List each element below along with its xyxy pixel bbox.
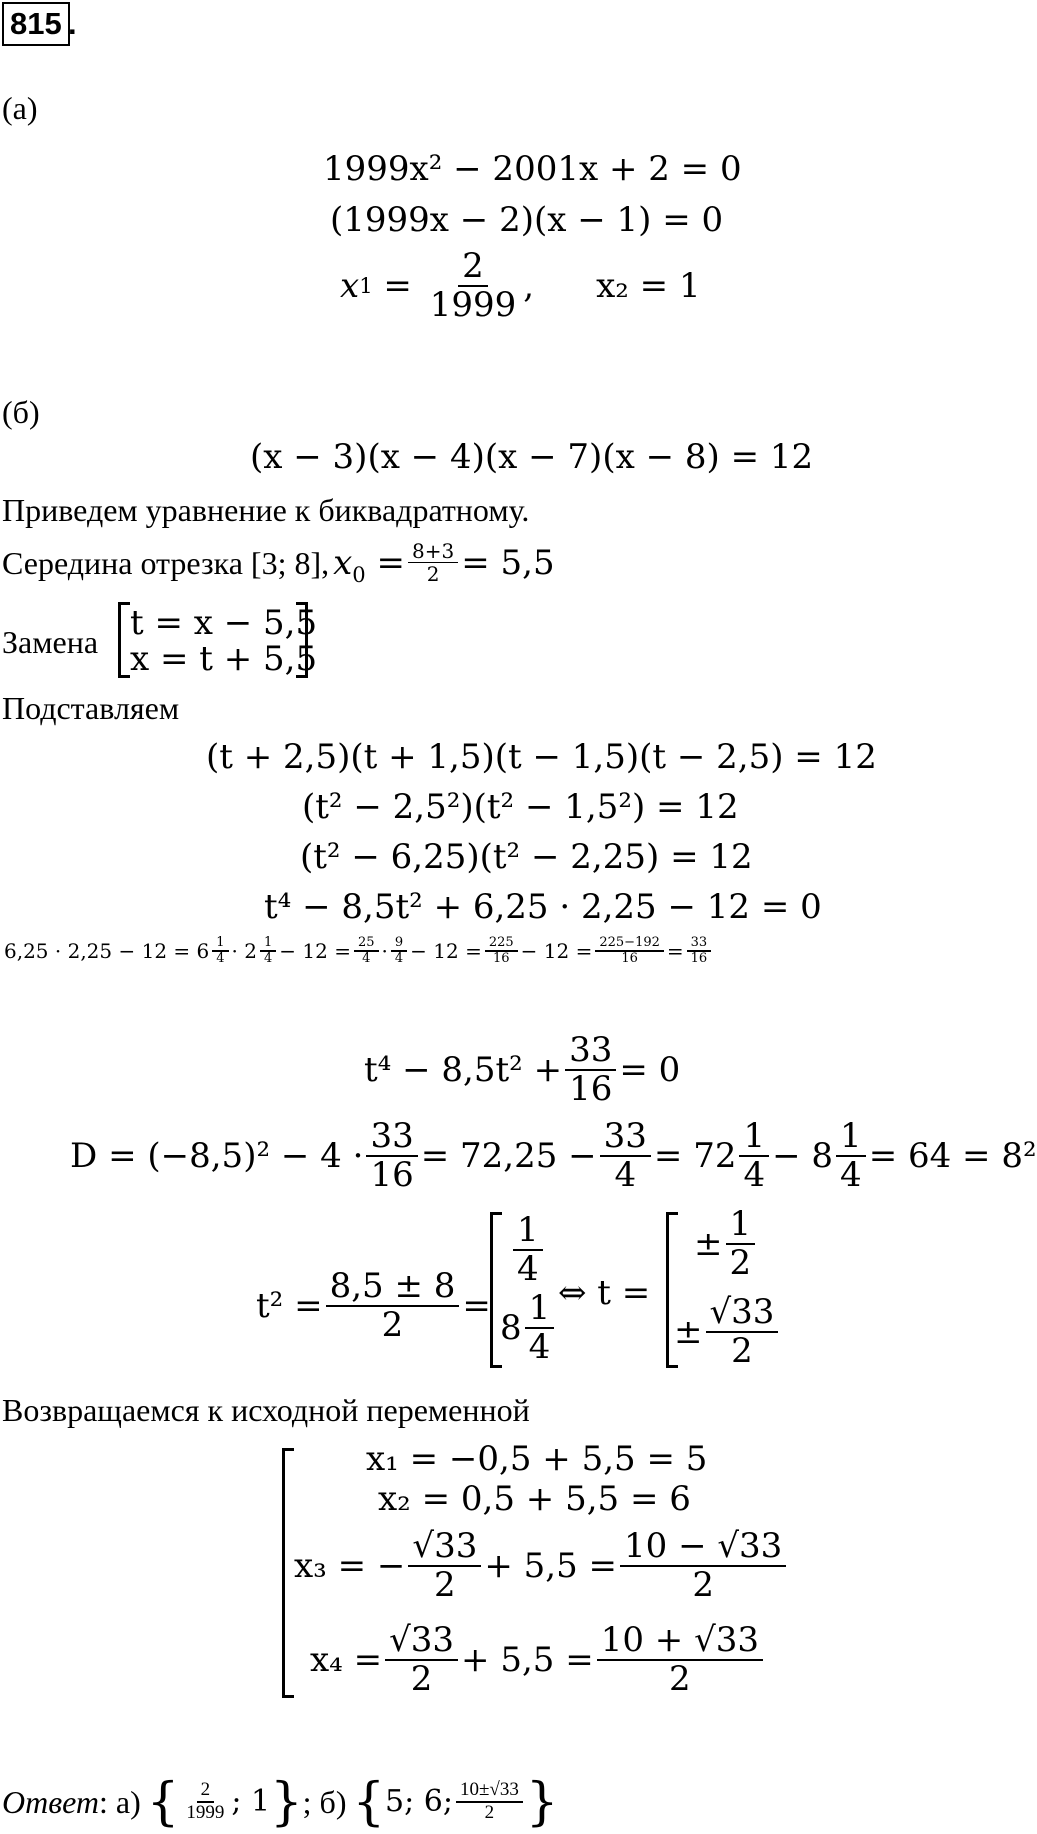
t-root-2: ± $\frac{√33}{2}$: [674, 1294, 781, 1371]
constant-calculation: 6,25 · 2,25 − 12 = 6 $\frac{1}{4}$ · 2 $\frac{1}{4}$ − 12 = $\frac{25}{4}$ · $\frac{9}{4}$ − 12 = $\frac{225}{16}$ − 12 = $\frac{225-192}{16}$ = $\frac{33}{16}$: [4, 936, 714, 967]
part-a-roots: x 1 = $\frac{2}{1999}$ , x₂ = 1: [340, 246, 701, 326]
part-a-equation-2: (1999x − 2)(x − 1) = 0: [330, 200, 724, 240]
substitution-left-bracket: [118, 602, 130, 678]
t-squared-root-1: $\frac{1}{4}$: [510, 1212, 546, 1289]
t-root-1: ± $\frac{1}{2}$: [694, 1206, 758, 1283]
part-b-main-equation: (x − 3)(x − 4)(x − 7)(x − 8) = 12: [250, 437, 814, 477]
problem-number-dot: .: [68, 6, 77, 41]
part-b-label: (б): [2, 394, 40, 430]
discriminant: D = (−8,5)² − 4 · $\frac{33}{16}$ = 72,25 − $\frac{33}{4}$ = 72 $\frac{1}{4}$ − 8 $\frac{1}{4}$ = 64 = 8²: [70, 1116, 1037, 1196]
part-a-equation-1: 1999x² − 2001x + 2 = 0: [323, 149, 742, 189]
answer-line: Ответ : а) { $\frac{2}{1999}$ ; 1 } ; б) { 5; 6; $\frac{10\pm√33}{2}$ }: [2, 1772, 559, 1832]
text-substitution: Замена: [2, 624, 99, 660]
t-equivalence: ⇔ t =: [558, 1273, 651, 1313]
midpoint-line: Середина отрезка [3; 8], $x_0$ = $\frac{8+3}{2}$ = 5,5: [2, 539, 555, 587]
t-equation-2: (t² − 2,5²)(t² − 1,5²) = 12: [302, 787, 739, 827]
t-squared-roots: t² = $\frac{8,5 \pm 8}{2}$ =: [256, 1266, 491, 1346]
substitution-right-bracket: [296, 602, 308, 678]
part-a-label: (а): [2, 90, 38, 126]
biquadratic-equation: t⁴ − 8,5t² + $\frac{33}{16}$ = 0: [364, 1030, 681, 1110]
text-reduce: Приведем уравнение к биквадратному.: [2, 492, 530, 528]
t-equation-1: (t + 2,5)(t + 1,5)(t − 1,5)(t − 2,5) = 12: [206, 737, 877, 777]
x1-result: x₁ = −0,5 + 5,5 = 5: [366, 1439, 708, 1479]
substitution-line-1: t = x − 5,5: [130, 603, 318, 643]
x4-result: x₄ = $\frac{√33}{2}$ + 5,5 = $\frac{10 + √33}{2}$: [310, 1622, 766, 1699]
t-equation-4: t⁴ − 8,5t² + 6,25 · 2,25 − 12 = 0: [264, 887, 822, 927]
t-squared-root-2: 8 $\frac{1}{4}$: [500, 1290, 557, 1367]
x3-result: x₃ = − $\frac{√33}{2}$ + 5,5 = $\frac{10 - √33}{2}$: [294, 1528, 789, 1605]
back-substitution-bracket: [282, 1448, 294, 1698]
x2-result: x₂ = 0,5 + 5,5 = 6: [378, 1479, 691, 1519]
x1-fraction: $\frac{2}{1999}$: [429, 246, 517, 326]
text-plug-in: Подставляем: [2, 690, 180, 726]
t-equation-3: (t² − 6,25)(t² − 2,25) = 12: [300, 837, 753, 877]
text-back-substitution: Возвращаемся к исходной переменной: [2, 1392, 530, 1428]
problem-number: 815: [2, 2, 70, 46]
substitution-line-2: x = t + 5,5: [130, 639, 318, 679]
